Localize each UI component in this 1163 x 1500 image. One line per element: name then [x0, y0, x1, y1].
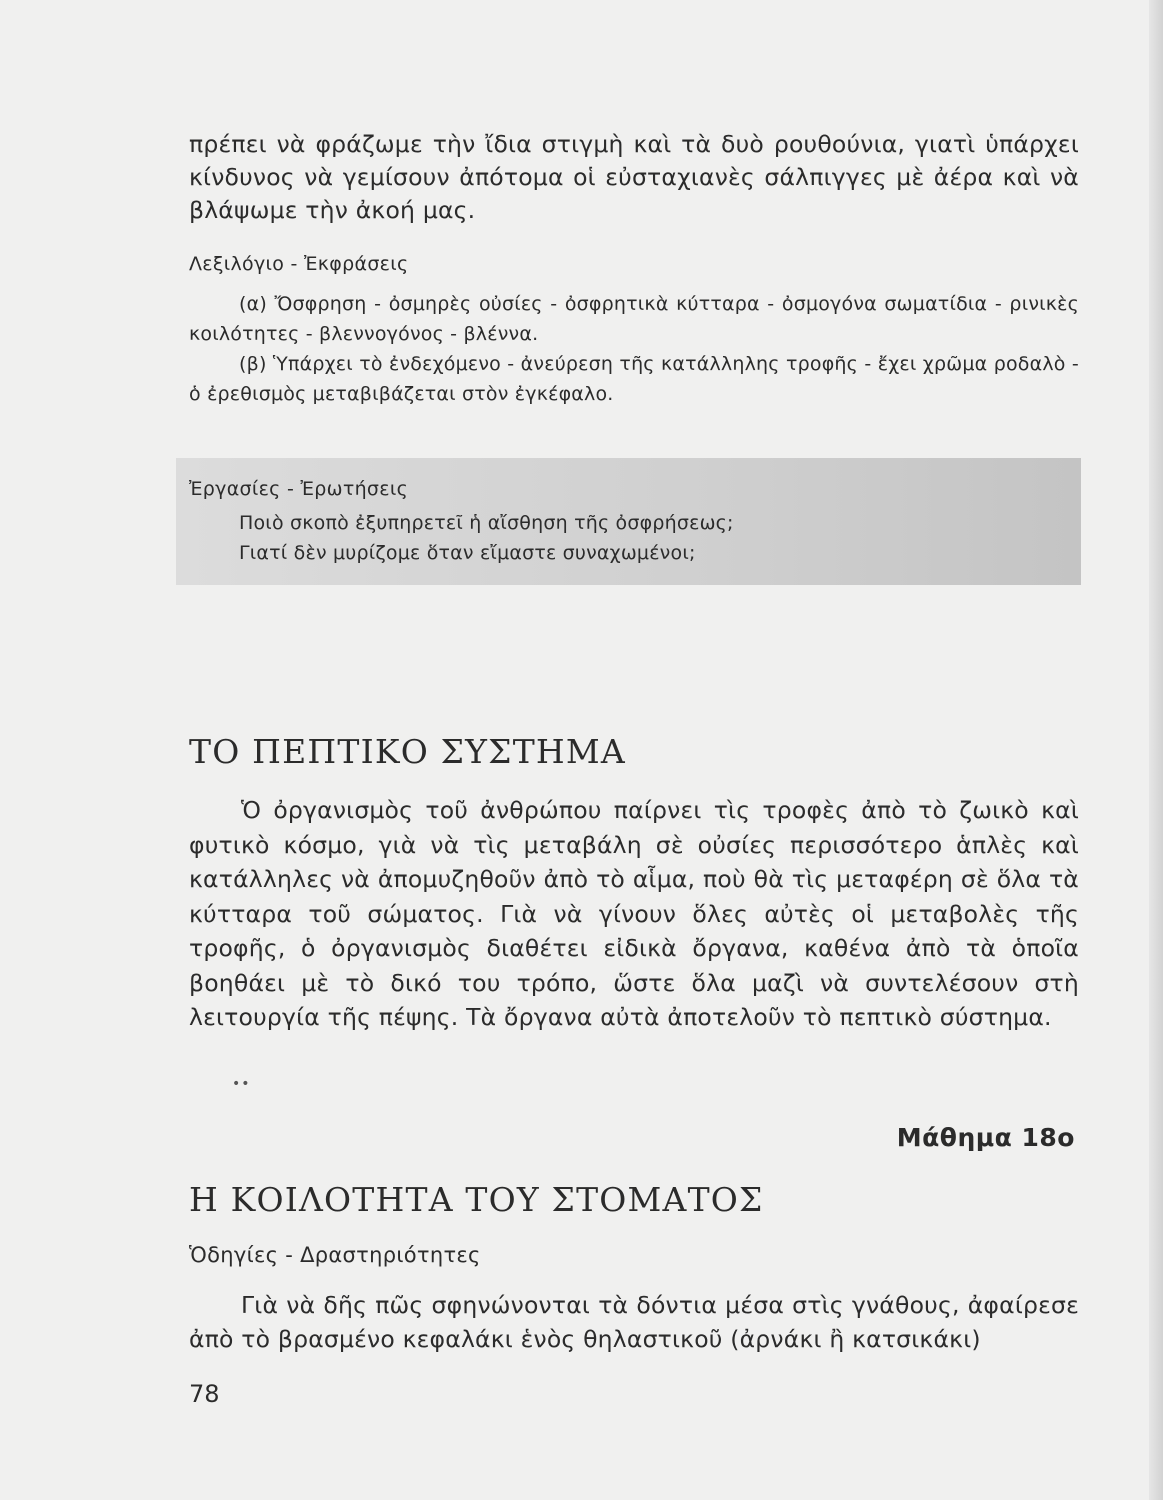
section-title-oral-cavity: Η ΚΟΙΛΟΤΗΤΑ ΤΟΥ ΣΤΟΜΑΤΟΣ [189, 1180, 764, 1219]
instructions-heading: Ὁδηγίες - Δραστηριότητες [189, 1243, 481, 1267]
digestive-system-paragraph: Ὁ ὀργανισμὸς τοῦ ἀνθρώπου παίρνει τὶς τροφὲς ἀπὸ τὸ ζωικὸ καὶ φυτικὸ κόσμο, γιὰ νὰ τὶς μεταβάλη σὲ οὐσίες περισσότερο ἁπλὲς καὶ κατάλληλες νὰ ἀπομυζηθοῦν ἀπὸ τὸ αἷμα, ποὺ θὰ τὶς μεταφέρη σὲ ὅλα τὰ κύτταρα τοῦ σώματος. Γιὰ νὰ γίνουν ὅλες αὐτὲς οἱ μεταβολὲς τῆς τροφῆς, ὁ ὀργανισμὸς διαθέτει εἰδικὰ ὄργανα, καθένα ἀπὸ τὰ ὁποῖα βοηθάει μὲ τὸ δικό του τρόπο, ὥστε ὅλα μαζὶ νὰ συντελέσουν στὴ λειτουργία τῆς πέψης. Τὰ ὄργανα αὐτὰ ἀποτελοῦν τὸ πεπτικὸ σύστημα. [189, 796, 1079, 1031]
main-content [189, 128, 1079, 409]
ornament-dots: •• [232, 1076, 251, 1092]
lesson-label: Μάθημα 18ο [896, 1123, 1075, 1152]
vocabulary-line-b: (β) Ὑπάρχει τὸ ἐνδεχόμενο - ἀνεύρεση τῆς κατάλληλης τροφῆς - ἔχει χρῶμα ροδαλὸ - ὁ ἐρεθισμὸς μεταβιβάζεται στὸν ἐγκέφαλο. [189, 353, 1079, 405]
exercises-block [189, 478, 1069, 568]
vocabulary-line-a: (α) Ὄσφρηση - ὀσμηρὲς οὐσίες - ὀσφρητικὰ κύτταρα - ὀσμογόνα σωματίδια - ρινικὲς κοιλότητες - βλεννογόνος - βλέννα. [189, 293, 1079, 345]
exercise-question: Γιατί δὲν μυρίζομε ὅταν εἴμαστε συναχωμένοι; [239, 542, 696, 564]
top-paragraph: πρέπει νὰ φράζωμε τὴν ἴδια στιγμὴ καὶ τὰ δυὸ ρουθούνια, γιατὶ ὑπάρχει κίνδυνος νὰ γεμίσουν ἀπότομα οἱ εὐσταχιανὲς σάλπιγγες μὲ ἀέρα καὶ νὰ βλάψωμε τὴν ἀκοή μας. [189, 130, 1079, 224]
vocabulary-list [189, 289, 1079, 409]
page-number: 78 [189, 1380, 220, 1408]
exercises-heading: Ἐργασίες - Ἐρωτήσεις [189, 478, 409, 500]
vocabulary-heading: Λεξιλόγιο - Ἐκφράσεις [189, 253, 409, 275]
section-title-digestive-system: ΤΟ ΠΕΠΤΙΚΟ ΣΥΣΤΗΜΑ [189, 732, 626, 771]
exercise-question: Ποιὸ σκοπὸ ἐξυπηρετεῖ ἡ αἴσθηση τῆς ὀσφρήσεως; [239, 512, 734, 534]
instructions-paragraph: Γιὰ νὰ δῆς πῶς σφηνώνονται τὰ δόντια μέσα στὶς γνάθους, ἀφαίρεσε ἀπὸ τὸ βρασμένο κεφαλάκι ἑνὸς θηλαστικοῦ (ἀρνάκι ἢ κατσικάκι) [189, 1291, 1079, 1353]
